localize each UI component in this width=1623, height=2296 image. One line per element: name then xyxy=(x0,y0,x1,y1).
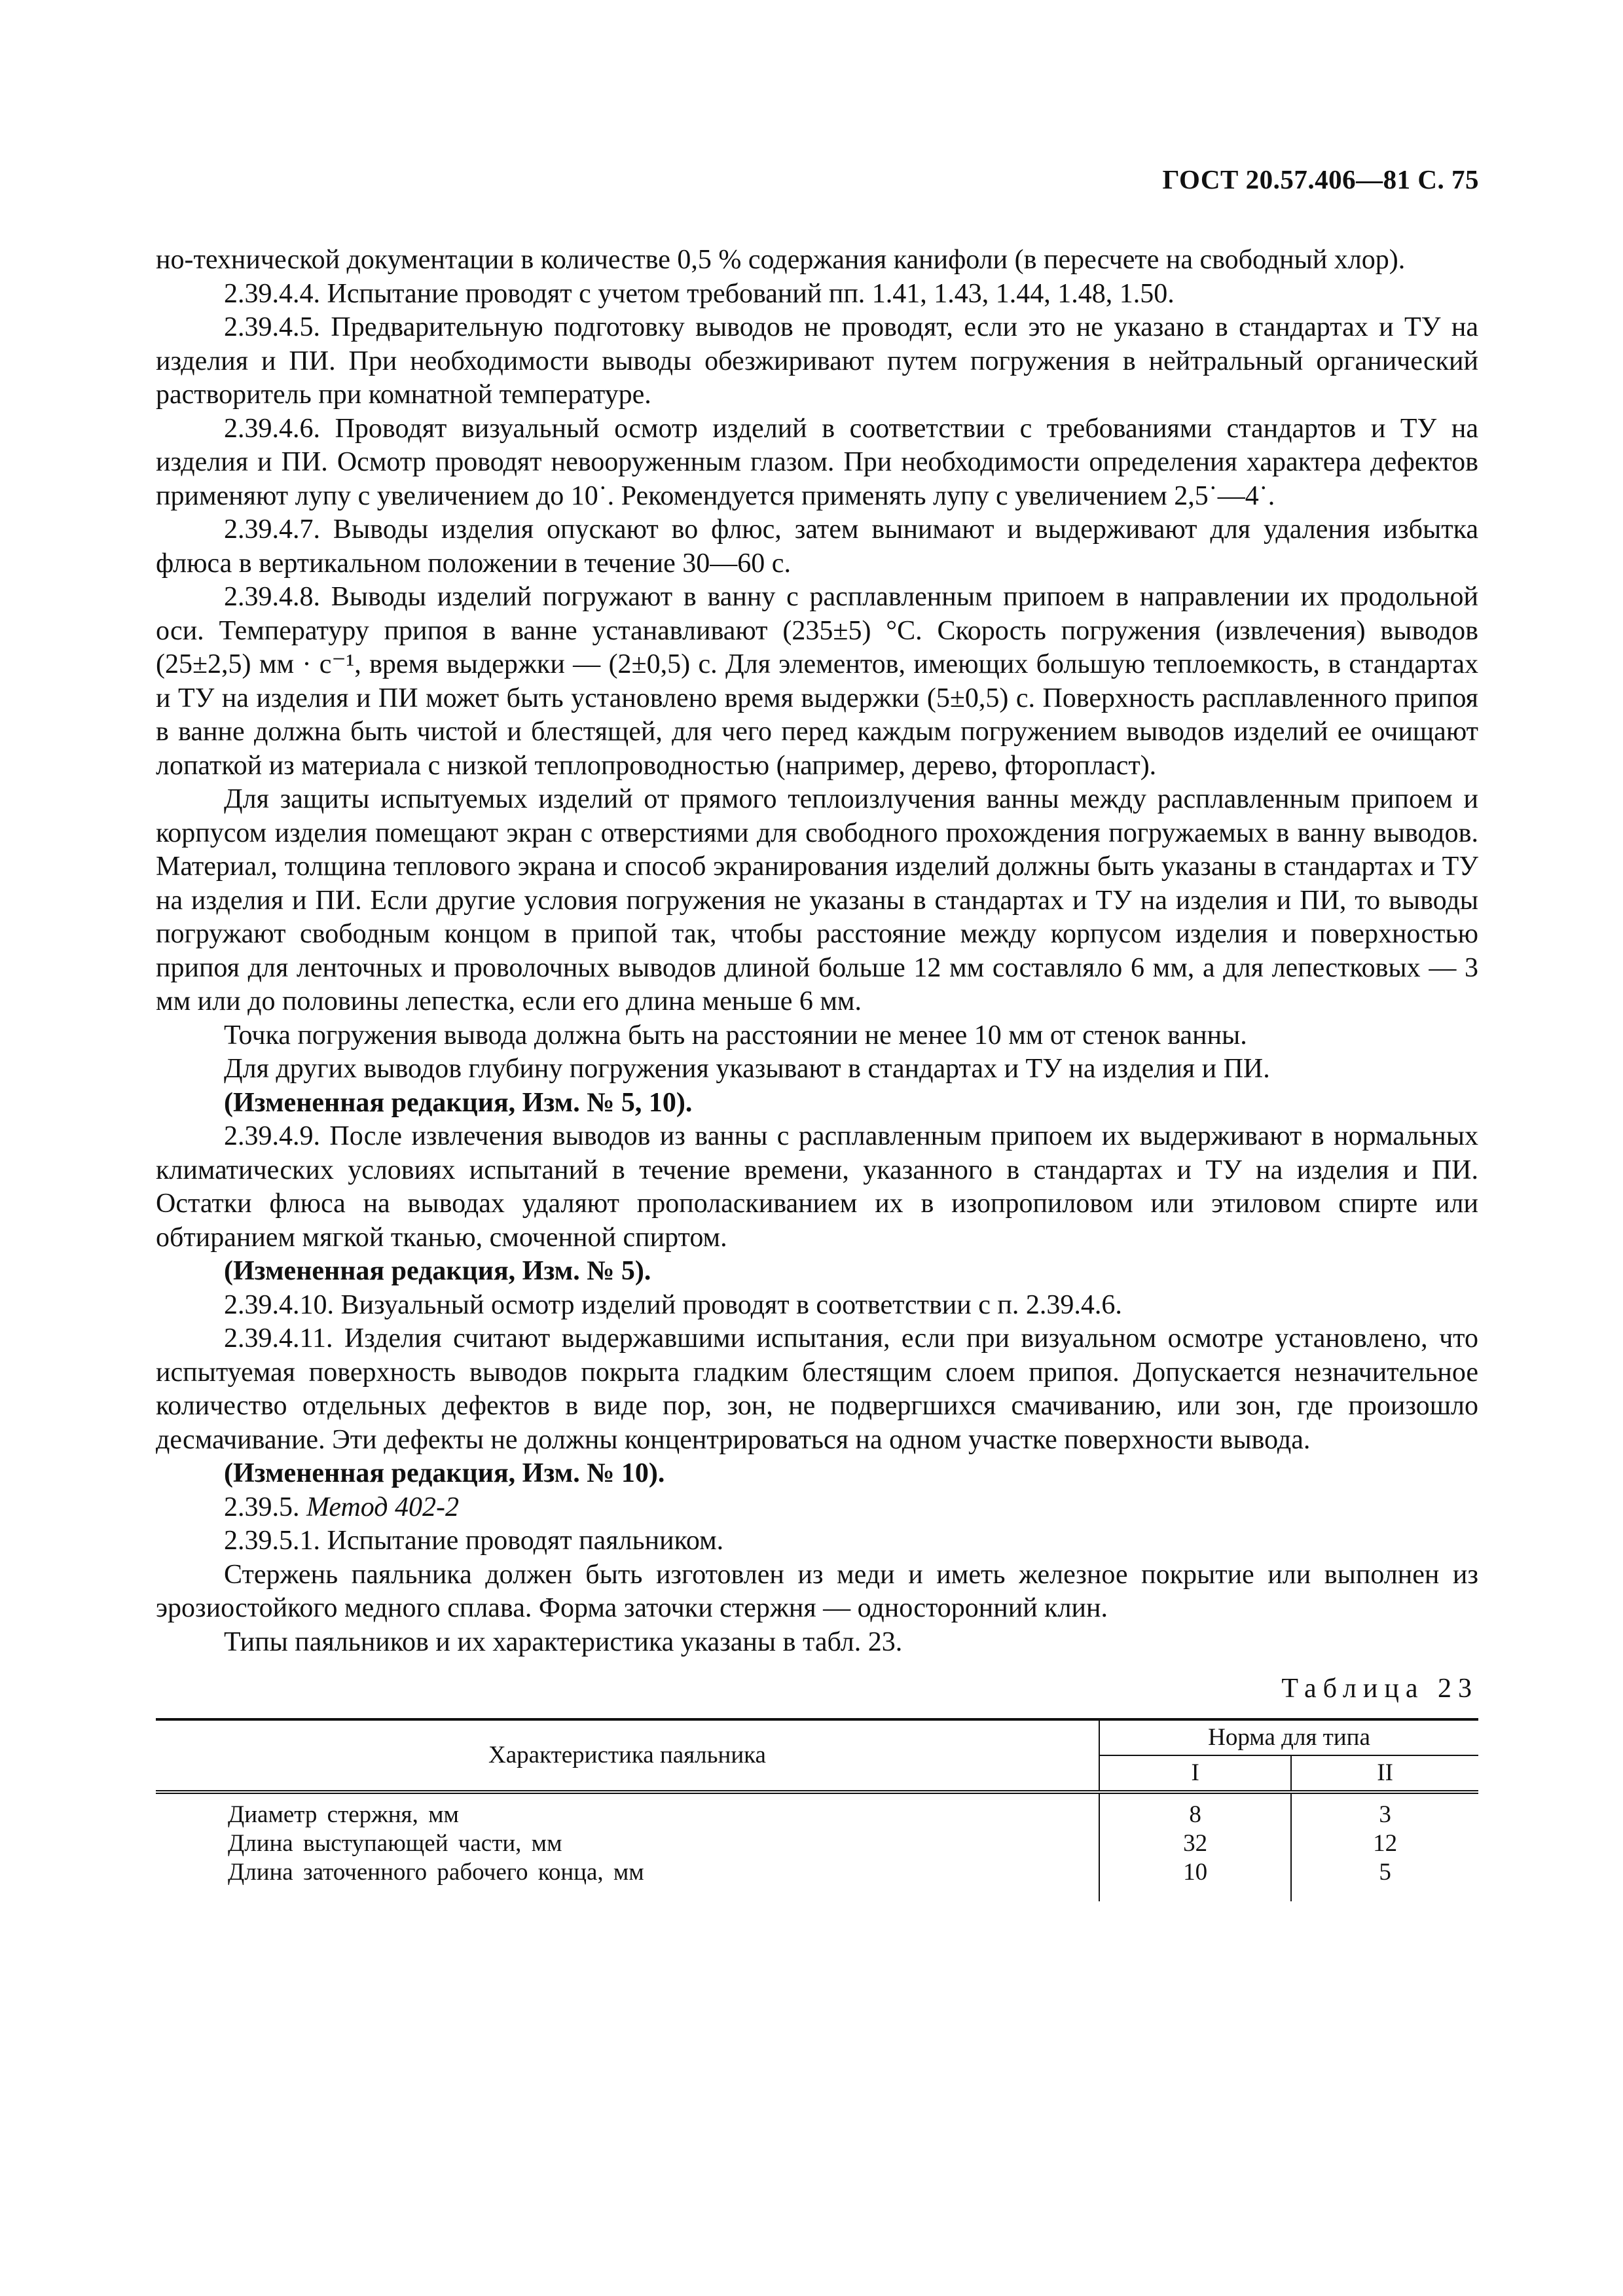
paragraph-2-39-4-11: 2.39.4.11. Изделия считают выдержавшими испытания, если при визуальном осмотре установлено, что испытуемая поверхность выводов покрыта гладким блестящим слоем припоя. Допускается незначительное количество отдельных дефектов в виде пор, зон, не подвергшихся смачиванию, или зон, где произошло десмачивание. Эти дефекты не должны концентрироваться на одном участке поверхности вывода. xyxy=(156,1323,1478,1455)
column-header-type-2: II xyxy=(1291,1755,1478,1792)
page-header: ГОСТ 20.57.406—81 С. 75 xyxy=(1162,164,1479,194)
paragraph-heat-shield: Для защиты испытуемых изделий от прямого теплоизлучения ванны между расплавленным припоем и корпусом изделия помещают экран с отверстиями для свободного прохождения погружаемых в ванну выводов. Материал, толщина теплового экрана и способ экранирования изделий должны быть указаны в стандартах и ТУ на изделия и ПИ. Если другие условия погружения не указаны в стандартах и ТУ на изделия и ПИ, то выводы погружают свободным концом в припой так, чтобы расстояние между корпусом изделия и поверхностью припоя для ленточных и проволочных выводов длиной больше 12 мм составляло 6 мм, а для лепестковых — 3 мм или до половины лепестка, если его длина меньше 6 мм. xyxy=(156,784,1478,1016)
column-header-norm: Норма для типа xyxy=(1099,1719,1478,1755)
table-cell-type-1: 10 xyxy=(1099,1858,1291,1901)
amendment-note-10: (Измененная редакция, Изм. № 10). xyxy=(224,1458,665,1488)
paragraph-2-39-4-10: 2.39.4.10. Визуальный осмотр изделий проводят в соответствии с п. 2.39.4.6. xyxy=(224,1289,1122,1320)
paragraph-2-39-4-6: 2.39.4.6. Проводят визуальный осмотр изделий в соответствии с требованиями стандартов и ТУ на изделия и ПИ. Осмотр проводят невооруженным глазом. При необходимости определения характера дефектов применяют лупу с увеличением до 10˙. Рекомендуется применять лупу с увеличением 2,5˙—4˙. xyxy=(156,413,1478,511)
column-header-type-1: I xyxy=(1099,1755,1291,1792)
table-row xyxy=(156,1829,1478,1858)
amendment-note-5: (Измененная редакция, Изм. № 5). xyxy=(224,1256,651,1286)
paragraph-2-39-4-9: 2.39.4.9. После извлечения выводов из ванны с расплавленным припоем их выдерживают в нормальных климатических условиях испытаний в течение времени, указанного в стандартах и ТУ на изделия и ПИ. Остатки флюса на выводах удаляют прополаскиванием их в изопропиловом или этиловом спирте или обтиранием мягкой тканью, смоченной спиртом. xyxy=(156,1121,1478,1253)
amendment-note-5-10: (Измененная редакция, Изм. № 5, 10). xyxy=(224,1087,693,1118)
table-cell-type-2: 5 xyxy=(1379,1858,1391,1886)
table-row xyxy=(156,1792,1478,1829)
paragraph-continuation: но-технической документации в количестве 0,5 % содержания канифоли (в пересчете на свободный хлор). xyxy=(156,245,1406,275)
paragraph-2-39-5-1: 2.39.5.1. Испытание проводят паяльником. xyxy=(224,1526,724,1556)
column-header-characteristic: Характеристика паяльника xyxy=(156,1719,1099,1792)
paragraph-soldering-rod: Стержень паяльника должен быть изготовлен из меди и иметь железное покрытие или выполнен из эрозиостойкого медного сплава. Форма заточки стержня — односторонний клин. xyxy=(156,1559,1478,1623)
soldering-iron-table xyxy=(156,1718,1478,1901)
section-heading-2-39-5 xyxy=(156,1491,1478,1525)
paragraph-immersion-point: Точка погружения вывода должна быть на расстоянии не менее 10 мм от стенок ванны. xyxy=(224,1020,1247,1050)
table-cell-type-2: 12 xyxy=(1373,1829,1398,1857)
table-row xyxy=(156,1858,1478,1901)
paragraph-table-reference: Типы паяльников и их характеристика указаны в табл. 23. xyxy=(224,1626,903,1657)
paragraph-other-leads: Для других выводов глубину погружения указывают в стандартах и ТУ на изделия и ПИ. xyxy=(224,1054,1270,1084)
document-body xyxy=(156,243,1478,1901)
paragraph-2-39-4-4: 2.39.4.4. Испытание проводят с учетом требований пп. 1.41, 1.43, 1.44, 1.48, 1.50. xyxy=(224,278,1175,309)
paragraph-2-39-4-7: 2.39.4.7. Выводы изделия опускают во флюс, затем вынимают и выдерживают для удаления избытка флюса в вертикальном положении в течение 30—60 с. xyxy=(156,514,1478,579)
paragraph-2-39-4-8: 2.39.4.8. Выводы изделий погружают в ванну с расплавленным припоем в направлении их продольной оси. Температуру припоя в ванне устанавливают (235±5) °С. Скорость погружения (извлечения) выводов (25±2,5) мм · с⁻¹, время выдержки — (2±0,5) с. Для элементов, имеющих большую теплоемкость, в стандартах и ТУ на изделия и ПИ может быть установлено время выдержки (5±0,5) с. Поверхность расплавленного припоя в ванне должна быть чистой и блестящей, для чего перед каждым погружением выводов изделий ее очищают лопаткой из материала с низкой теплопроводностью (например, дерево, фторопласт). xyxy=(156,582,1478,781)
table-cell-type-1: 8 xyxy=(1099,1792,1291,1829)
method-title: Метод 402-2 xyxy=(306,1492,459,1522)
table-cell-characteristic: Длина заточенного рабочего конца, мм xyxy=(156,1858,1099,1901)
table-cell-type-1: 32 xyxy=(1099,1829,1291,1858)
table-cell-type-2: 3 xyxy=(1379,1801,1391,1828)
table-cell-characteristic: Диаметр стержня, мм xyxy=(156,1792,1099,1829)
table-caption: Таблица 23 xyxy=(1281,1674,1478,1704)
table-cell-characteristic: Длина выступающей части, мм xyxy=(156,1829,1099,1858)
section-number: 2.39.5. xyxy=(224,1492,306,1522)
paragraph-2-39-4-5: 2.39.4.5. Предварительную подготовку выводов не проводят, если это не указано в стандартах и ТУ на изделия и ПИ. При необходимости выводы обезжиривают путем погружения в нейтральный органический растворитель при комнатной температуре. xyxy=(156,312,1478,410)
